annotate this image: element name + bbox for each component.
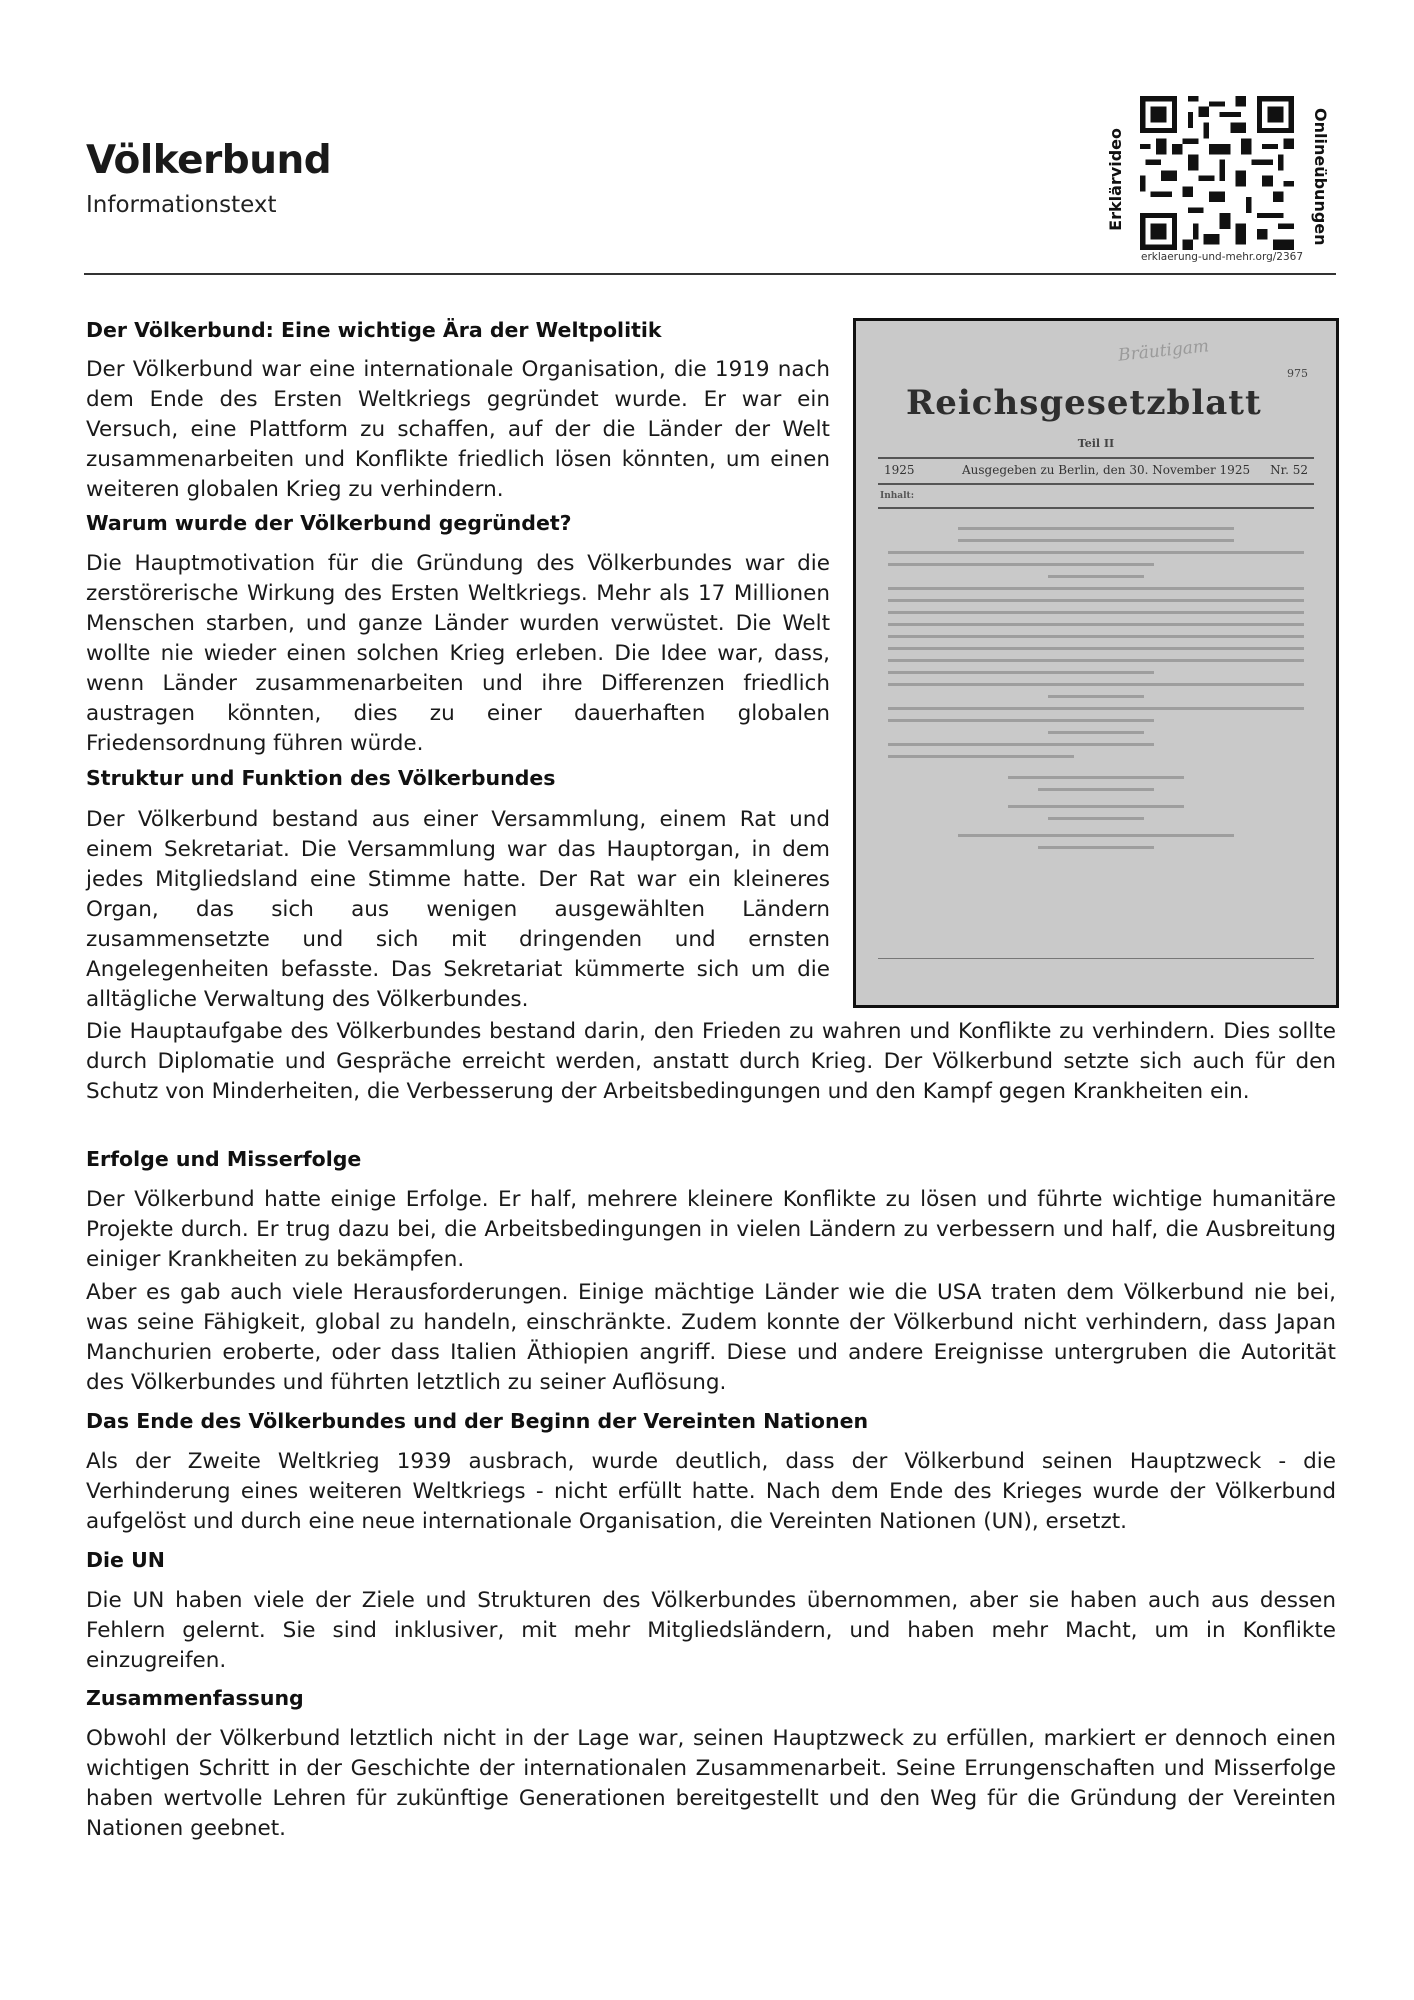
section-heading-end: Das Ende des Völkerbundes und der Beginn der Vereinten Nationen — [86, 1409, 869, 1433]
section-paragraph: Der Völkerbund hatte einige Erfolge. Er half, mehrere kleinere Konflikte zu lösen und führte wichtige humanitäre Projekte durch. Er trug dazu bei, die Arbeitsbedingungen in vielen Ländern zu verbessern und half, die Ausbreitung einiger Krankheiten zu bekämpfen. — [86, 1187, 1336, 1272]
section-paragraph: Die UN haben viele der Ziele und Strukturen des Völkerbundes übernommen, aber sie haben auch aus dessen Fehlern gelernt. Sie sind inklusiver, mit mehr Mitgliedsländern, und haben mehr Macht, um in Konflikte einzugreifen. — [86, 1588, 1336, 1673]
document-masthead: Reichsgesetzblatt — [906, 383, 1262, 423]
document-footer — [878, 958, 1314, 979]
document-year: 1925 — [884, 463, 915, 477]
section-heading-era: Der Völkerbund: Eine wichtige Ära der Weltpolitik — [86, 318, 662, 342]
section-paragraph: Aber es gab auch viele Herausforderungen. Einige mächtige Länder wie die USA traten dem Völkerbund nie bei, was seine Fähigkeit, global zu handeln, einschränkte. Zudem konnte der Völkerbund nicht verhindern, dass Japan Manchurien eroberte, oder dass Italien Äthiopien angriff. Diese und andere Ereignisse untergruben die Autorität des Völkerbundes und führten letztlich zu seiner Auflösung. — [86, 1280, 1336, 1395]
document-issue-number: Nr. 52 — [1270, 463, 1308, 477]
section-paragraph: Die Hauptmotivation für die Gründung des Völkerbundes war die zerstörerische Wirkung des Ersten Weltkriegs. Mehr als 17 Millionen Menschen starben, und ganze Länder wurden verwüstet. Die Welt wollte nie wieder einen solchen Krieg erleben. Die Idee war, dass, wenn Länder zusammenarbeiten und ihre Differenzen friedlich austragen könnten, dies zu einer dauerhaften globalen Friedensordnung führen würde. — [86, 551, 830, 756]
reichsgesetzblatt-image — [853, 318, 1339, 1008]
document-contents-label: Inhalt: — [880, 491, 915, 501]
qr-url-link[interactable]: erklaerung-und-mehr.org/2367 — [1141, 251, 1304, 263]
document-text-lines — [888, 527, 1304, 927]
section-paragraph: Der Völkerbund war eine internationale Organisation, die 1919 nach dem Ende des Ersten Weltkriegs gegründet wurde. Er war ein Versuch, eine Plattform zu schaffen, auf der die Länder der Welt zusammenarbeiten und Konflikte friedlich lösen könnten, um einen weiteren globalen Krieg zu verhindern. — [86, 357, 830, 502]
page-subtitle: Informationstext — [86, 192, 277, 218]
qr-code-icon[interactable] — [1140, 96, 1294, 250]
document-issue-band — [878, 457, 1314, 485]
section-heading-founding: Warum wurde der Völkerbund gegründet? — [86, 511, 572, 535]
section-heading-successes: Erfolge und Misserfolge — [86, 1147, 362, 1171]
section-paragraph: Als der Zweite Weltkrieg 1939 ausbrach, wurde deutlich, dass der Völkerbund seinen Hauptzweck - die Verhinderung eines weiteren Weltkriegs - nicht erfüllt hatte. Nach dem Ende des Krieges wurde der Völkerbund aufgelöst und durch eine neue internationale Organisation, die Vereinten Nationen (UN), ersetzt. — [86, 1449, 1336, 1534]
section-heading-summary: Zusammenfassung — [86, 1686, 304, 1710]
handwritten-note: Bräutigam — [1117, 336, 1210, 366]
section-paragraph: Obwohl der Völkerbund letztlich nicht in der Lage war, seinen Hauptzweck zu erfüllen, markiert er dennoch einen wichtigen Schritt in der Geschichte der internationalen Zusammenarbeit. Seine Errungenschaften und Misserfolge haben wertvolle Lehren für zukünftige Generationen bereitgestellt und den Weg für die Gründung der Vereinten Nationen geebnet. — [86, 1726, 1336, 1841]
document-scan — [878, 337, 1314, 987]
header-divider — [84, 273, 1336, 275]
qr-label-exercises: Onlineübungen — [1311, 108, 1330, 246]
document-part: Teil II — [1077, 437, 1115, 450]
section-heading-structure: Struktur und Funktion des Völkerbundes — [86, 766, 556, 790]
section-heading-un: Die UN — [86, 1548, 165, 1572]
document-issue-date: Ausgegeben zu Berlin, den 30. November 1925 — [962, 463, 1251, 477]
section-paragraph: Der Völkerbund bestand aus einer Versammlung, einem Rat und einem Sekretariat. Die Versammlung war das Hauptorgan, in dem jedes Mitgliedsland eine Stimme hatte. Der Rat war ein kleineres Organ, das sich aus wenigen ausgewählten Ländern zusammensetzte und sich mit dringenden und ernsten Angelegenheiten befasste. Das Sekretariat kümmerte sich um die alltägliche Verwaltung des Völkerbundes. — [86, 807, 830, 1012]
page-title: Völkerbund — [86, 138, 332, 183]
section-paragraph: Die Hauptaufgabe des Völkerbundes bestand darin, den Frieden zu wahren und Konflikte zu verhindern. Dies sollte durch Diplomatie und Gespräche erreicht werden, anstatt durch Krieg. Der Völkerbund setzte sich auch für den Schutz von Minderheiten, die Verbesserung der Arbeitsbedingungen und den Kampf gegen Krankheiten ein. — [86, 1019, 1336, 1104]
document-contents — [878, 487, 1314, 509]
document-page-number: 975 — [1287, 367, 1308, 380]
qr-label-video: Erklärvideo — [1106, 128, 1125, 231]
